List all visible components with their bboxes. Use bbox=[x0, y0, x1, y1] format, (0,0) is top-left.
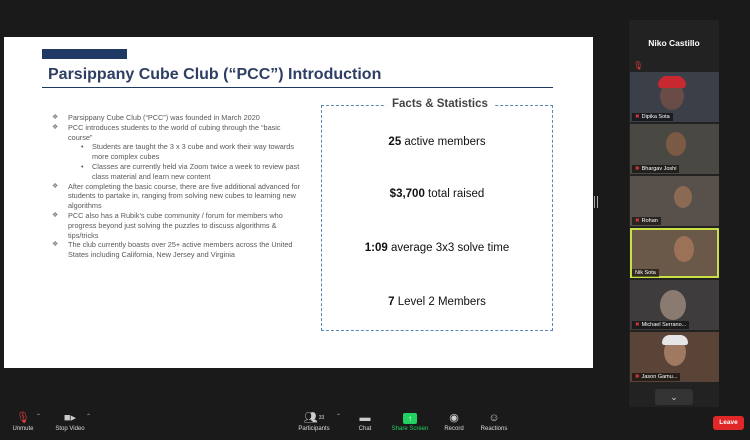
participant-tile[interactable] bbox=[630, 280, 719, 330]
fact-value: 7 bbox=[388, 296, 395, 308]
meeting-toolbar bbox=[0, 407, 750, 440]
reactions-smiley-icon: ☺ bbox=[488, 412, 500, 424]
participants-label: Participants bbox=[298, 426, 330, 432]
participant-video bbox=[674, 186, 692, 208]
participant-video bbox=[666, 132, 686, 156]
participants-button[interactable] bbox=[294, 410, 334, 432]
slide-title: Parsippany Cube Club (“PCC”) Introduction bbox=[48, 66, 382, 83]
fact-label: active members bbox=[401, 136, 486, 148]
participants-icon: 👥︎$^{33}$ bbox=[303, 412, 325, 424]
chevron-down-icon: ⌄ bbox=[670, 392, 678, 402]
record-icon: ◉ bbox=[449, 412, 459, 424]
muted-mic-icon: ✖ bbox=[635, 218, 640, 224]
gallery-scroll-down-button[interactable] bbox=[655, 389, 693, 405]
participant-name-tag bbox=[632, 269, 659, 277]
participant-name: Bhargav Joshi bbox=[641, 166, 677, 172]
participant-name: Rohan bbox=[641, 218, 658, 224]
chat-button[interactable] bbox=[355, 410, 375, 432]
muted-mic-icon: ✖ bbox=[635, 374, 640, 380]
participant-name-tag bbox=[632, 165, 679, 173]
participant-name-tag bbox=[632, 113, 673, 121]
participant-name-tag bbox=[632, 321, 689, 329]
bullet-item: ❖ PCC introduces students to the world of cubing through the “basic course” bbox=[52, 123, 302, 143]
record-label: Record bbox=[444, 426, 464, 432]
participant-video bbox=[674, 236, 694, 262]
slide-bullet-list bbox=[52, 113, 302, 260]
slide-title-rule bbox=[42, 87, 553, 88]
slide-accent-bar bbox=[42, 49, 127, 59]
participant-video bbox=[660, 290, 686, 320]
participant-name: Dipika Sota bbox=[641, 114, 670, 120]
muted-mic-icon: ✖ bbox=[635, 114, 640, 120]
unmute-label: Unmute bbox=[12, 426, 34, 432]
bullet-item: ❖ PCC also has a Rubik’s cube community / forum for members who progress beyond just solving the puzzles to discuss algorithms & tips/tricks bbox=[52, 211, 302, 240]
video-options-caret[interactable]: ⌃ bbox=[86, 414, 92, 420]
participant-tile[interactable] bbox=[630, 332, 719, 382]
audio-options-caret[interactable]: ⌃ bbox=[36, 414, 42, 420]
share-screen-icon: ↑ bbox=[390, 410, 430, 426]
fact-value: 25 bbox=[388, 136, 402, 148]
chat-bubble-icon: ▬ bbox=[359, 412, 371, 424]
share-screen-button[interactable] bbox=[390, 410, 430, 432]
participant-tile[interactable] bbox=[630, 176, 719, 226]
fact-solve-time bbox=[322, 242, 552, 254]
chat-label: Chat bbox=[358, 426, 372, 432]
reactions-button[interactable] bbox=[479, 410, 509, 432]
fact-level2-members bbox=[322, 296, 552, 308]
facts-box bbox=[321, 98, 553, 331]
muted-mic-icon: ✖ bbox=[635, 166, 640, 172]
fact-active-members bbox=[322, 136, 552, 148]
fact-value: $3,700 bbox=[389, 188, 425, 200]
stop-video-label: Stop Video bbox=[55, 426, 85, 432]
fact-total-raised bbox=[322, 188, 552, 200]
bullet-item: ❖ Parsippany Cube Club (“PCC”) was founded in March 2020 bbox=[52, 113, 302, 123]
muted-mic-icon: 🎙︎ bbox=[633, 61, 644, 70]
reactions-label: Reactions bbox=[480, 426, 508, 432]
facts-heading: Facts & Statistics bbox=[386, 98, 494, 110]
participant-gallery bbox=[629, 20, 719, 407]
participant-name: Nik Sota bbox=[635, 270, 656, 276]
active-speaker-name: Niko Castillo bbox=[648, 38, 700, 48]
participant-tile[interactable] bbox=[630, 228, 719, 278]
shared-slide bbox=[4, 37, 593, 368]
sub-bullet-item: • Students are taught the 3 x 3 cube and work their way towards more complex cubes bbox=[52, 142, 302, 162]
share-screen-label: Share Screen bbox=[391, 426, 429, 432]
video-camera-icon: ■▸ bbox=[63, 412, 77, 424]
bullet-item: ❖ The club currently boasts over 25+ active members across the United States including California, New Jersey and Virginia bbox=[52, 240, 302, 260]
participants-options-caret[interactable]: ⌃ bbox=[336, 414, 342, 420]
participant-name: Michael Serrano... bbox=[641, 322, 687, 328]
fact-label: total raised bbox=[424, 188, 485, 200]
cap-shape bbox=[662, 335, 688, 345]
fact-label: average 3x3 solve time bbox=[387, 242, 510, 254]
leave-button[interactable]: Leave bbox=[713, 416, 744, 430]
muted-mic-icon: 🎙︎ bbox=[16, 412, 30, 424]
participant-name-tag bbox=[632, 373, 680, 381]
participant-name-tag bbox=[632, 217, 661, 225]
fact-label: Level 2 Members bbox=[394, 296, 486, 308]
panel-resize-handle[interactable] bbox=[594, 196, 598, 208]
record-button[interactable] bbox=[442, 410, 466, 432]
stop-video-button[interactable] bbox=[52, 410, 88, 432]
muted-mic-icon: ✖ bbox=[635, 322, 640, 328]
santa-hat-shape bbox=[658, 76, 686, 88]
participant-tile[interactable] bbox=[630, 124, 719, 174]
participant-name: Jason Gamu... bbox=[641, 374, 678, 380]
fact-value: 1:09 bbox=[364, 242, 388, 254]
unmute-button[interactable] bbox=[8, 410, 38, 432]
participant-tile[interactable] bbox=[630, 72, 719, 122]
sub-bullet-item: • Classes are currently held via Zoom twice a week to review past class material and learn new content bbox=[52, 162, 302, 182]
participants-count: 33 bbox=[318, 415, 325, 421]
bullet-item: ❖ After completing the basic course, there are five additional advanced for students to partake in, ranging from solving new cubes to learning new algorithms bbox=[52, 182, 302, 211]
